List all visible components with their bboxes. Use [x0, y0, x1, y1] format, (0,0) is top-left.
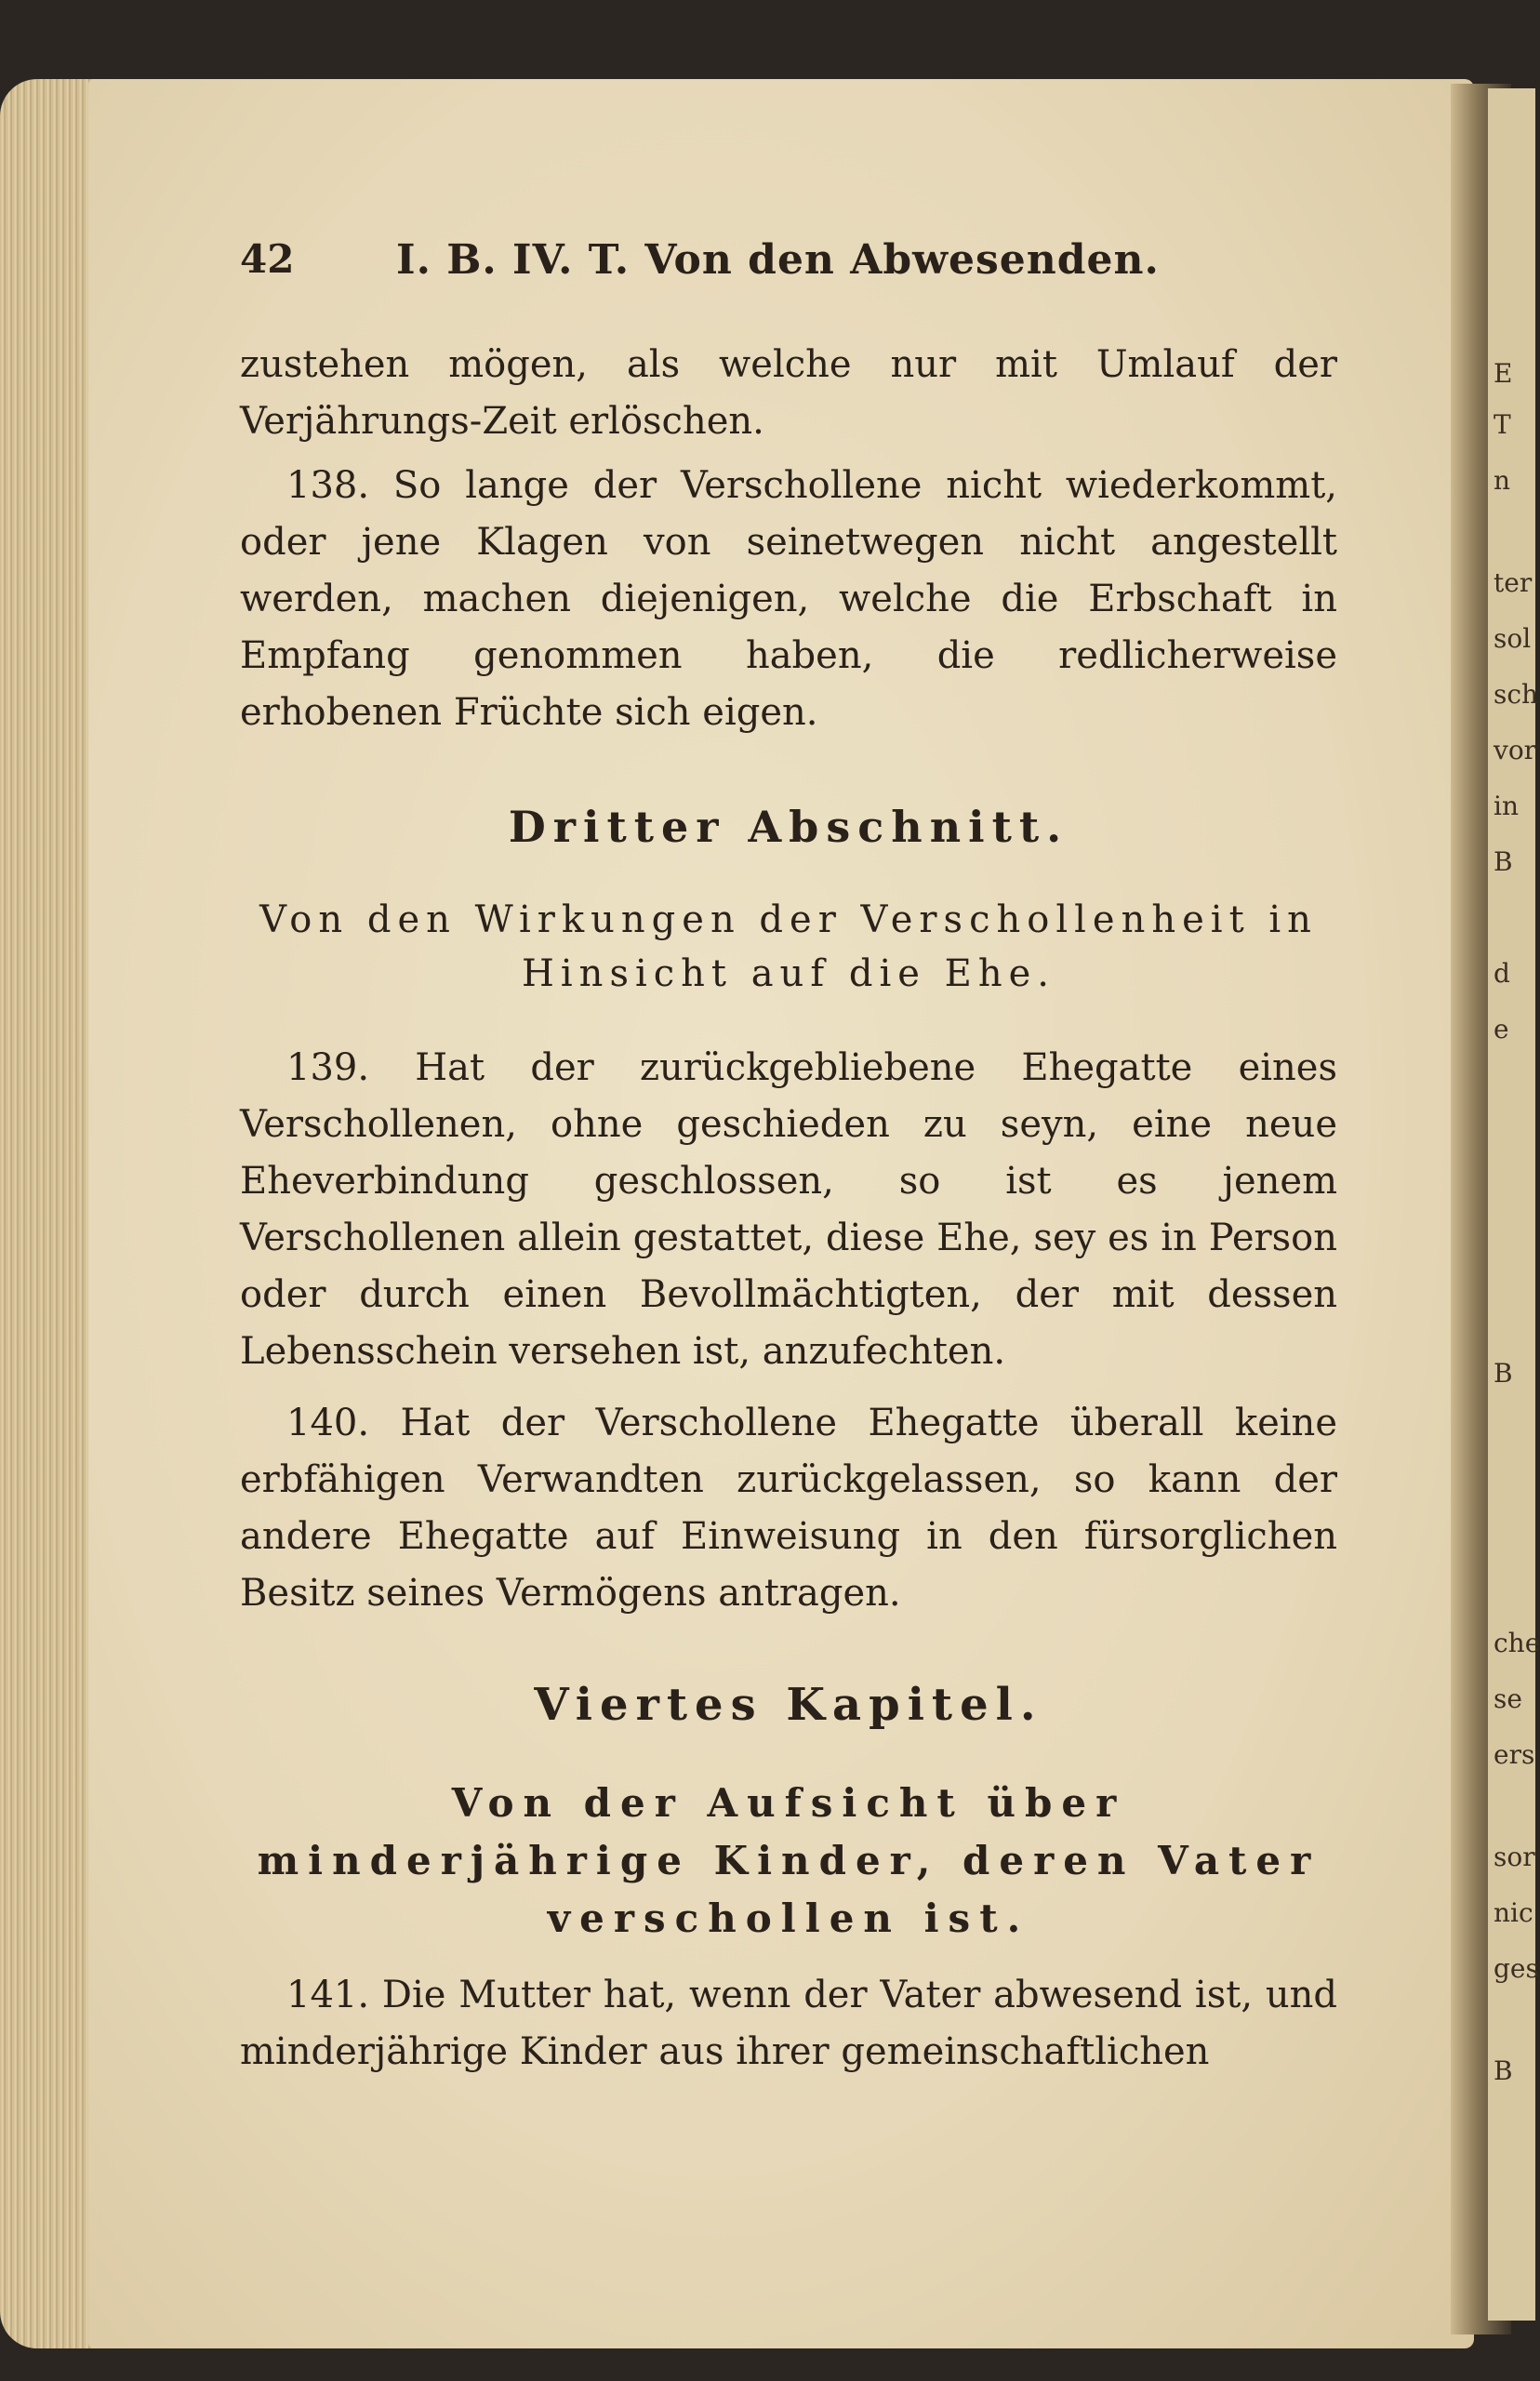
chapter-title: Viertes Kapitel. — [534, 1679, 1043, 1731]
paragraph-141: 141. Die Mutter hat, wenn der Vater abwesend ist, und minderjährige Kinder aus ihrer gemeinschaftlichen — [240, 1974, 1337, 2073]
adjacent-page-fragment: d — [1494, 958, 1510, 989]
adjacent-page-fragment: se — [1494, 1683, 1522, 1714]
adjacent-page-fragment: in — [1494, 791, 1519, 821]
adjacent-page-fragment: sor — [1494, 1842, 1535, 1872]
adjacent-page-fragment: E — [1494, 358, 1513, 389]
adjacent-page-fragment: e — [1494, 1014, 1509, 1044]
adjacent-page-fragment: B — [1494, 846, 1513, 877]
adjacent-page-fragment: T — [1494, 409, 1511, 440]
adjacent-page-fragment: B — [1494, 1358, 1513, 1389]
adjacent-page-fragment: sch — [1494, 679, 1539, 710]
section-title: Dritter Abschnitt. — [508, 802, 1069, 852]
adjacent-page-fragment: ers — [1494, 1739, 1535, 1770]
section-subtitle: Von den Wirkungen der Verschollenheit in Hinsicht auf die Ehe. — [259, 898, 1318, 995]
page-number: 42 — [240, 236, 295, 282]
paragraph-138: 138. So lange der Verschollene nicht wiederkommt, oder jene Klagen von seinetwegen nicht angestellt werden, machen diejenigen, welche die Erbschaft in Empfang genommen haben, die redlicherweise erhobenen Früchte sich eigen. — [240, 464, 1337, 734]
adjacent-page-fragment: che — [1494, 1628, 1540, 1658]
adjacent-page-fragment: B — [1494, 2055, 1513, 2086]
adjacent-page-fragment: ges — [1494, 1953, 1539, 1984]
adjacent-page-strip — [1488, 88, 1540, 2321]
adjacent-page-fragment: nic — [1494, 1897, 1533, 1928]
adjacent-page-fragment: vor — [1494, 735, 1537, 765]
running-title: I. B. IV. T. Von den Abwesenden. — [396, 236, 1160, 284]
paragraph-continued: zustehen mögen, als welche nur mit Umlauf der Verjährungs-Zeit erlöschen. — [240, 343, 1337, 443]
chapter-subtitle: Von der Aufsicht über minderjährige Kinder, deren Vater verschollen ist. — [257, 1780, 1321, 1941]
paragraph-139: 139. Hat der zurückgebliebene Ehegatte eines Verschollenen, ohne geschieden zu seyn, eine neue Eheverbindung geschlossen, so ist es jenem Verschollenen allein gestattet, diese Ehe, sey es in Person oder durch einen Bevollmächtigten, der mit dessen Lebensschein versehen ist, anzufechten. — [240, 1046, 1337, 1373]
page-header — [240, 236, 1337, 292]
adjacent-page-fragment: sol — [1494, 623, 1532, 654]
paragraph-140: 140. Hat der Verschollene Ehegatte überall keine erbfähigen Verwandten zurückgelassen, so kann der andere Ehegatte auf Einweisung in den fürsorglichen Besitz seines Vermögens antragen. — [240, 1402, 1337, 1615]
adjacent-page-fragment: n — [1494, 465, 1511, 496]
adjacent-page-fragment: ter — [1494, 567, 1533, 598]
